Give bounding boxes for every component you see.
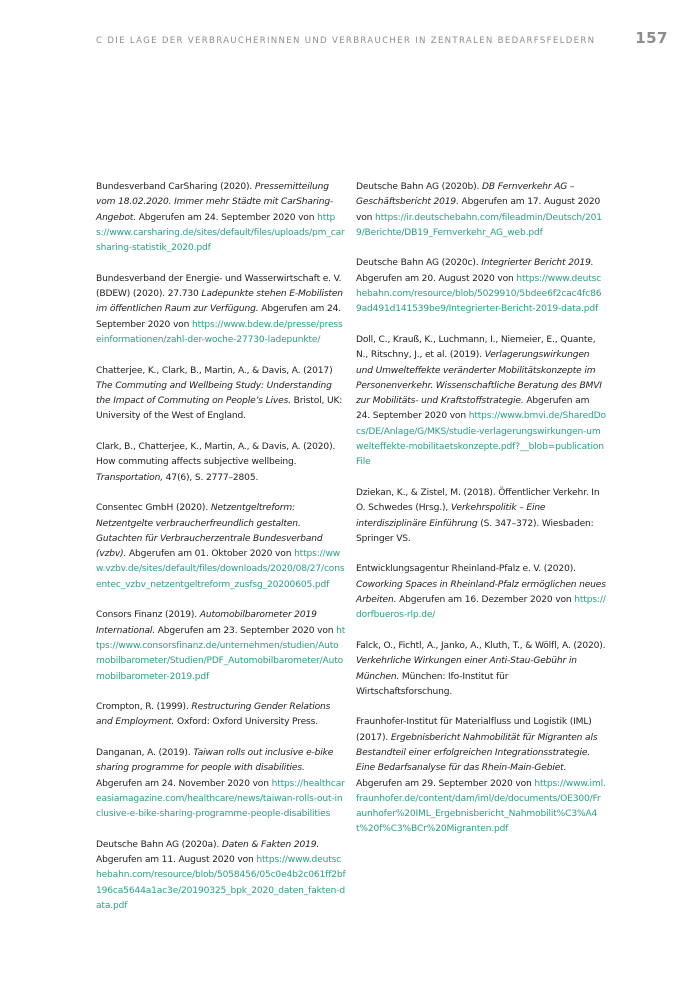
reference-entry xyxy=(96,700,346,731)
reference-url[interactable]: https://www.bdew.de/presse/presseinformationen/zahl-der-woche-27730-ladepunkte/ xyxy=(96,319,343,345)
reference-entry xyxy=(356,333,606,471)
reference-text: Clark, B., Chatterjee, K., Martin, A., & Davis, A. (2020). How commuting affects subjective wellbeing. xyxy=(96,442,338,468)
reference-title: Netzentgeltreform: Netzentgelte verbraucherfreundlich gestalten. Gutachten für Verbraucherzentrale Bundesverband (vzbv). xyxy=(96,503,326,560)
reference-entry xyxy=(356,256,606,317)
reference-entry xyxy=(356,562,609,623)
reference-publisher: München: Ifo-Institut für Wirtschaftsforschung. xyxy=(356,671,512,697)
reference-column-left xyxy=(96,180,346,930)
reference-text: Crompton, R. (1999). xyxy=(96,702,192,713)
reference-access-note: Abgerufen am 24. September 2020 von xyxy=(96,304,344,330)
reference-access-note: Abgerufen am 01. Oktober 2020 von xyxy=(126,549,295,560)
reference-title: Automobilbarometer 2019 International. xyxy=(96,610,320,636)
reference-entry xyxy=(356,639,609,700)
reference-entry xyxy=(356,486,606,547)
reference-url[interactable]: https://www.deutschebahn.com/resource/blob/5029910/5bdee6f2cac4fc869ad491d141539be9/Integrierter-Bericht-2019-data.pdf xyxy=(356,273,602,315)
reference-title: Verkehrliche Wirkungen einer Anti-Stau-Gebühr in München. xyxy=(356,656,580,682)
reference-text: Consentec GmbH (2020). xyxy=(96,503,211,514)
reference-title: Ergebnisbericht Nahmobilität für Migranten als Bestandteil einer erfolgreichen Integrationsstrategie. Eine Bedarfsanalyse für das Rhein-Main-Gebiet. xyxy=(356,732,601,774)
reference-publisher: (S. 347–372). Wiesbaden: Springer VS. xyxy=(356,518,597,544)
reference-access-note: Abgerufen am 16. Dezember 2020 von xyxy=(396,595,575,606)
reference-entry xyxy=(96,440,346,486)
reference-entry xyxy=(96,608,346,684)
reference-access-note: Abgerufen am 24. September 2020 von xyxy=(135,212,318,223)
reference-entry xyxy=(96,180,346,256)
reference-title: Verkehrspolitik – Eine interdisziplinäre Einführung xyxy=(356,503,549,529)
reference-title: Coworking Spaces in Rheinland-Pfalz ermöglichen neues Arbeiten. xyxy=(356,579,609,606)
reference-access-note: Abgerufen am 11. August 2020 von xyxy=(96,839,322,866)
reference-entry xyxy=(96,364,346,425)
reference-url[interactable]: https://www.vzbv.de/sites/default/files/downloads/2020/08/27/consentec_vzbv_netzentgeltreform_zusfsg_20200605.pdf xyxy=(96,549,345,590)
reference-text: Danganan, A. (2019). xyxy=(96,747,194,758)
reference-entry xyxy=(96,838,346,914)
reference-entry xyxy=(96,501,346,593)
reference-url[interactable]: https://healthcareasiamagazine.com/healthcare/news/taiwan-rolls-out-inclusive-e-bike-sharing-programme-people-disabilities xyxy=(96,778,345,820)
reference-title: Ladepunkte stehen E-Mobilisten im öffentlichen Raum zur Verfügung. xyxy=(96,289,346,315)
reference-access-note: Abgerufen am 23. September 2020 von xyxy=(155,625,337,636)
reference-column-right xyxy=(356,180,609,853)
reference-access-note: Abgerufen am 24. September 2020 von xyxy=(356,396,593,422)
reference-url[interactable]: https://www.bmvi.de/SharedDocs/DE/Anlage/G/MKS/studie-verlagerungswirkungen-umwelteffekte-mobilitaetskonzepte.pdf?__blob=publicationFile xyxy=(356,411,606,468)
reference-url[interactable]: https://www.carsharing.de/sites/default/files/uploads/pm_carsharing-statistik_2020.pdf xyxy=(96,212,345,254)
reference-text: Deutsche Bahn AG (2020c). xyxy=(356,258,482,269)
reference-title: Transportation, xyxy=(96,472,163,483)
reference-url[interactable]: https://www.deutschebahn.com/resource/blob/5058456/05c0e4b2c061ff2bf196ca5644a1ac3e/20190325_bpk_2020_daten_fakten-data.pdf xyxy=(96,855,346,911)
reference-title: Taiwan rolls out inclusive e-bike sharing programme for people with disabilities. xyxy=(96,747,336,774)
running-head: C DIE LAGE DER VERBRAUCHERINNEN UND VERBRAUCHER IN ZENTRALEN BEDARFSFELDERN xyxy=(96,36,596,46)
reference-text: Dziekan, K., & Zistel, M. (2018). Öffentlicher Verkehr. In O. Schwedes (Hrsg.), xyxy=(356,487,603,514)
reference-entry xyxy=(356,180,606,241)
reference-publisher: Bristol, UK: University of the West of England. xyxy=(96,396,345,422)
reference-access-note: Abgerufen am 17. August 2020 von xyxy=(356,197,603,223)
reference-title: Integrierter Bericht 2019. xyxy=(481,258,594,269)
reference-url[interactable]: https://dorfbueros-rlp.de/ xyxy=(356,595,606,621)
reference-publisher: 47(6), S. 2777–2805. xyxy=(162,472,259,483)
reference-text: Bundesverband CarSharing (2020). xyxy=(96,182,255,192)
reference-title: The Commuting and Wellbeing Study: Understanding the Impact of Commuting on People’s Lives. xyxy=(96,380,335,407)
reference-text: Bundesverband der Energie- und Wasserwirtschaft e. V. (BDEW) (2020). 27.730 xyxy=(96,273,345,300)
reference-publisher: Oxford: Oxford University Press. xyxy=(174,717,318,728)
reference-text: Falck, O., Fichtl, A., Janko, A., Kluth, T., & Wölfl, A. (2020). xyxy=(356,640,609,651)
reference-entry xyxy=(96,272,346,348)
reference-title: Pressemitteilung vom 18.02.2020. Immer mehr Städte mit CarSharing-Angebot. xyxy=(96,182,334,223)
reference-text: Chatterjee, K., Clark, B., Martin, A., & Davis, A. (2017) xyxy=(96,365,336,376)
reference-title: Verlagerungswirkungen und Umwelteffekte veränderter Mobilitätskonzepte im Personenverkehr. Wissenschaftliche Beratung des BMVI zur Mobilitäts- und Kraftstoffstrategie. xyxy=(356,350,605,407)
reference-text: Fraunhofer-Institut für Materialfluss und Logistik (IML) (2017). xyxy=(356,717,595,743)
reference-entry xyxy=(96,746,346,822)
reference-url[interactable]: https://www.consorsfinanz.de/unternehmen/studien/Automobilbarometer/Studien/PDF_Automobilbarometer/Automobilbarometer-2019.pdf xyxy=(96,625,346,682)
reference-title: DB Fernverkehr AG – Geschäftsbericht 2019. xyxy=(356,182,578,208)
reference-access-note: Abgerufen am 24. November 2020 von xyxy=(96,763,308,789)
reference-entry xyxy=(356,715,606,837)
reference-text: Entwicklungsagentur Rheinland-Pfalz e. V. (2020). xyxy=(356,564,579,575)
reference-access-note: Abgerufen am 20. August 2020 von xyxy=(356,258,597,284)
reference-text: Deutsche Bahn AG (2020a). xyxy=(96,839,222,850)
reference-url[interactable]: https://ir.deutschebahn.com/fileadmin/Deutsch/2019/Berichte/DB19_Fernverkehr_AG_web.pdf xyxy=(356,212,602,238)
reference-text: Consors Finanz (2019). xyxy=(96,610,200,621)
reference-text: Deutsche Bahn AG (2020b). xyxy=(356,182,483,192)
reference-access-note: Abgerufen am 29. September 2020 von xyxy=(356,763,570,789)
page-number: 157 xyxy=(635,29,668,47)
reference-text: Doll, C., Krauß, K., Luchmann, I., Niemeier, E., Quante, N., Ritschny, J., et al. (2019). xyxy=(356,334,599,361)
reference-title: Daten & Fakten 2019. xyxy=(221,839,320,850)
reference-url[interactable]: https://www.iml.fraunhofer.de/content/dam/iml/de/documents/OE300/Fraunhofer%20IML_Ergebnisbericht_Nahmobilit%C3%A4t%20f%C3%BCr%20Migranten.pdf xyxy=(356,778,606,835)
reference-title: Restructuring Gender Relations and Employment. xyxy=(96,702,333,728)
